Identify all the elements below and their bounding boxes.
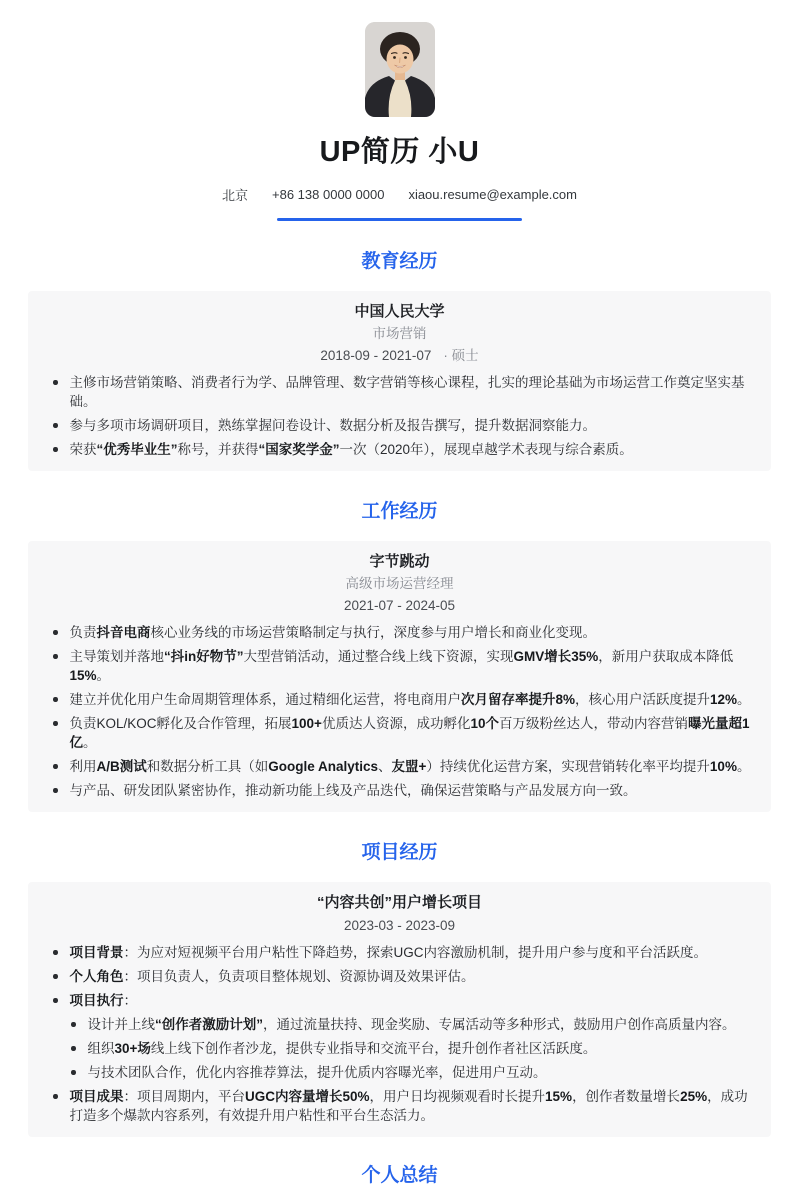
project-date-range: 2023-03 - 2023-09 [343, 918, 456, 933]
text-run: 项目背景 [69, 945, 124, 960]
text-run: ，创作者数量增长 [572, 1089, 681, 1104]
work-card [28, 541, 771, 812]
text-run: 荣获 [69, 442, 97, 457]
text-run: 优质达人资源，成功孵化 [321, 716, 471, 731]
bullet-item [48, 690, 751, 709]
bullet-dot [71, 1070, 76, 1075]
bullet-dot [53, 630, 58, 635]
bullet-dot [53, 380, 58, 385]
text-run: ，成功打造多个爆款内容系列，有效提升用户粘性和平台生态活力。 [69, 1089, 748, 1123]
text-run: 次月留存率提升8% [461, 692, 576, 707]
text-run: 、 [378, 759, 392, 774]
text-run: ：为应对短视频平台用户粘性下降趋势，探索UGC内容激励机制，提升用户参与度和平台活跃度。 [123, 945, 707, 960]
text-run: 15% [69, 668, 97, 683]
bullet-text [70, 714, 752, 752]
project-date [48, 916, 751, 935]
text-run: UGC内容量增长50% [245, 1089, 370, 1104]
sub-bullet-item [66, 1063, 751, 1082]
bullet-dot [53, 974, 58, 979]
text-run: 一次（2020年），展现卓越学术表现与综合素质。 [339, 442, 633, 457]
text-run: 负责 [69, 625, 97, 640]
text-run: ：项目周期内，平台 [123, 1089, 245, 1104]
text-run: 个人角色 [69, 969, 124, 984]
text-run: ，新用户获取成本降低 [598, 649, 734, 664]
text-run: 建立并优化用户生命周期管理体系，通过精细化运营，将电商用户 [69, 692, 461, 707]
project-name: “内容共创”用户增长项目 [316, 894, 482, 911]
text-run: ，用户日均视频观看时长提升 [369, 1089, 546, 1104]
text-run: Google Analytics [268, 759, 379, 774]
bullet-text [70, 623, 752, 642]
text-run: “国家奖学金” [258, 442, 340, 457]
bullet-item [48, 1087, 751, 1125]
text-run: “优秀毕业生” [96, 442, 178, 457]
project-bullets [48, 943, 751, 1125]
bullet-item [48, 647, 751, 685]
bullet-dot [53, 697, 58, 702]
section-title-work: 工作经历 [361, 501, 438, 522]
text-run: 负责KOL/KOC孵化及合作管理，拓展 [69, 716, 292, 731]
contact-location: 北京 [222, 188, 249, 203]
text-run: 。 [737, 692, 751, 707]
profile-photo [365, 22, 435, 117]
bullet-item [48, 714, 751, 752]
education-school: 中国人民大学 [354, 303, 445, 320]
bullet-dot [53, 423, 58, 428]
bullet-item [48, 991, 751, 1010]
contact-row [0, 185, 799, 204]
education-card [28, 291, 771, 471]
text-run: 12% [710, 692, 738, 707]
text-run: 100+ [291, 716, 322, 731]
text-run: A/B测试 [96, 759, 147, 774]
text-run: 友盟+ [391, 759, 427, 774]
bullet-item [48, 757, 751, 776]
bullet-item [48, 781, 751, 800]
bullet-item [48, 416, 751, 435]
text-run: 百万级粉丝达人，带动内容营销 [498, 716, 688, 731]
text-run: ： [123, 993, 137, 1008]
bullet-text [70, 943, 752, 962]
education-bullets [48, 373, 751, 459]
education-date [48, 346, 751, 365]
work-date [48, 596, 751, 615]
bullet-text [70, 757, 752, 776]
text-run: 主修市场营销策略、消费者行为学、品牌管理、数字营销等核心课程，扎实的理论基础为市场运营工作奠定坚实基础。 [69, 375, 745, 409]
bullet-text [88, 1063, 752, 1082]
bullet-dot [53, 1094, 58, 1099]
work-company: 字节跳动 [369, 553, 430, 570]
text-run: “抖in好物节” [164, 649, 244, 664]
text-run: 参与多项市场调研项目，熟练掌握问卷设计、数据分析及报告撰写，提升数据洞察能力。 [69, 418, 596, 433]
education-date-range: 2018-09 - 2021-07 [320, 348, 432, 363]
text-run: ）持续优化运营方案，实现营销转化率平均提升 [426, 759, 710, 774]
text-run: 主导策划并落地 [69, 649, 164, 664]
bullet-text [70, 373, 752, 411]
bullet-dot [53, 447, 58, 452]
candidate-name: UP简历 小U [319, 136, 480, 168]
education-degree: · 硕士 [443, 348, 479, 363]
text-run: 抖音电商 [96, 625, 151, 640]
bullet-text [70, 781, 752, 800]
text-run: 利用 [69, 759, 97, 774]
bullet-text [70, 440, 752, 459]
text-run: ，核心用户活跃度提升 [575, 692, 711, 707]
bullet-item [48, 440, 751, 459]
project-card [28, 882, 771, 1137]
text-run: 。 [736, 759, 751, 774]
text-run: 与技术团队合作，优化内容推荐算法，提升优质内容曝光率，促进用户互动。 [87, 1065, 547, 1080]
text-run: GMV增长35% [513, 649, 599, 664]
portrait-illustration [365, 22, 435, 117]
text-run: 25% [680, 1089, 708, 1104]
bullet-dot [53, 950, 58, 955]
text-run: 曝光量超1亿 [69, 716, 750, 750]
bullet-text [70, 416, 752, 435]
text-run: 30+场 [114, 1041, 151, 1056]
bullet-text [88, 1039, 752, 1058]
text-run: “创作者激励计划” [155, 1017, 263, 1032]
bullet-dot [53, 654, 58, 659]
bullet-item [48, 967, 751, 986]
contact-email: xiaou.resume@example.com [408, 187, 577, 202]
text-run: 10% [709, 759, 737, 774]
sub-bullet-item [66, 1039, 751, 1058]
text-run: 设计并上线 [87, 1017, 155, 1032]
text-run: ：项目负责人，负责项目整体规划、资源协调及效果评估。 [123, 969, 475, 984]
work-bullets [48, 623, 751, 800]
bullet-text [70, 967, 752, 986]
bullet-text [70, 1087, 752, 1125]
bullet-dot [53, 764, 58, 769]
text-run: 项目执行 [69, 993, 124, 1008]
text-run: 15% [545, 1089, 573, 1104]
text-run: 线上线下创作者沙龙，提供专业指导和交流平台，提升创作者社区活跃度。 [150, 1041, 597, 1056]
text-run: 和数据分析工具（如 [146, 759, 269, 774]
text-run: ，通过流量扶持、现金奖励、专属活动等多种形式，鼓励用户创作高质量内容。 [263, 1017, 736, 1032]
bullet-text [70, 991, 752, 1010]
bullet-item [48, 943, 751, 962]
bullet-item [48, 373, 751, 411]
text-run: 。 [96, 668, 111, 683]
bullet-item [48, 623, 751, 642]
text-run: 核心业务线的市场运营策略制定与执行，深度参与用户增长和商业化变现。 [150, 625, 596, 640]
text-run: 组织 [87, 1041, 115, 1056]
bullet-dot [53, 998, 58, 1003]
bullet-text [70, 690, 752, 709]
work-date-range: 2021-07 - 2024-05 [343, 598, 456, 613]
text-run: 10个 [470, 716, 499, 731]
bullet-dot [71, 1022, 76, 1027]
text-run: 。 [83, 735, 97, 750]
education-major: 市场营销 [372, 326, 427, 341]
text-run: 大型营销活动，通过整合线上线下资源，实现 [243, 649, 514, 664]
work-role: 高级市场运营经理 [345, 576, 454, 591]
text-run: 与产品、研发团队紧密协作，推动新功能上线及产品迭代，确保运营策略与产品发展方向一致。 [69, 783, 637, 798]
section-title-summary: 个人总结 [361, 1165, 438, 1186]
bullet-dot [53, 788, 58, 793]
bullet-dot [71, 1046, 76, 1051]
contact-phone: +86 138 0000 0000 [272, 187, 385, 202]
text-run: 称号，并获得 [177, 442, 259, 457]
bullet-text [88, 1015, 752, 1034]
bullet-text [70, 647, 752, 685]
section-title-education: 教育经历 [361, 251, 438, 272]
header-divider [277, 218, 522, 221]
sub-bullet-item [66, 1015, 751, 1034]
bullet-dot [53, 721, 58, 726]
text-run: 项目成果 [69, 1089, 124, 1104]
section-title-project: 项目经历 [361, 842, 438, 863]
